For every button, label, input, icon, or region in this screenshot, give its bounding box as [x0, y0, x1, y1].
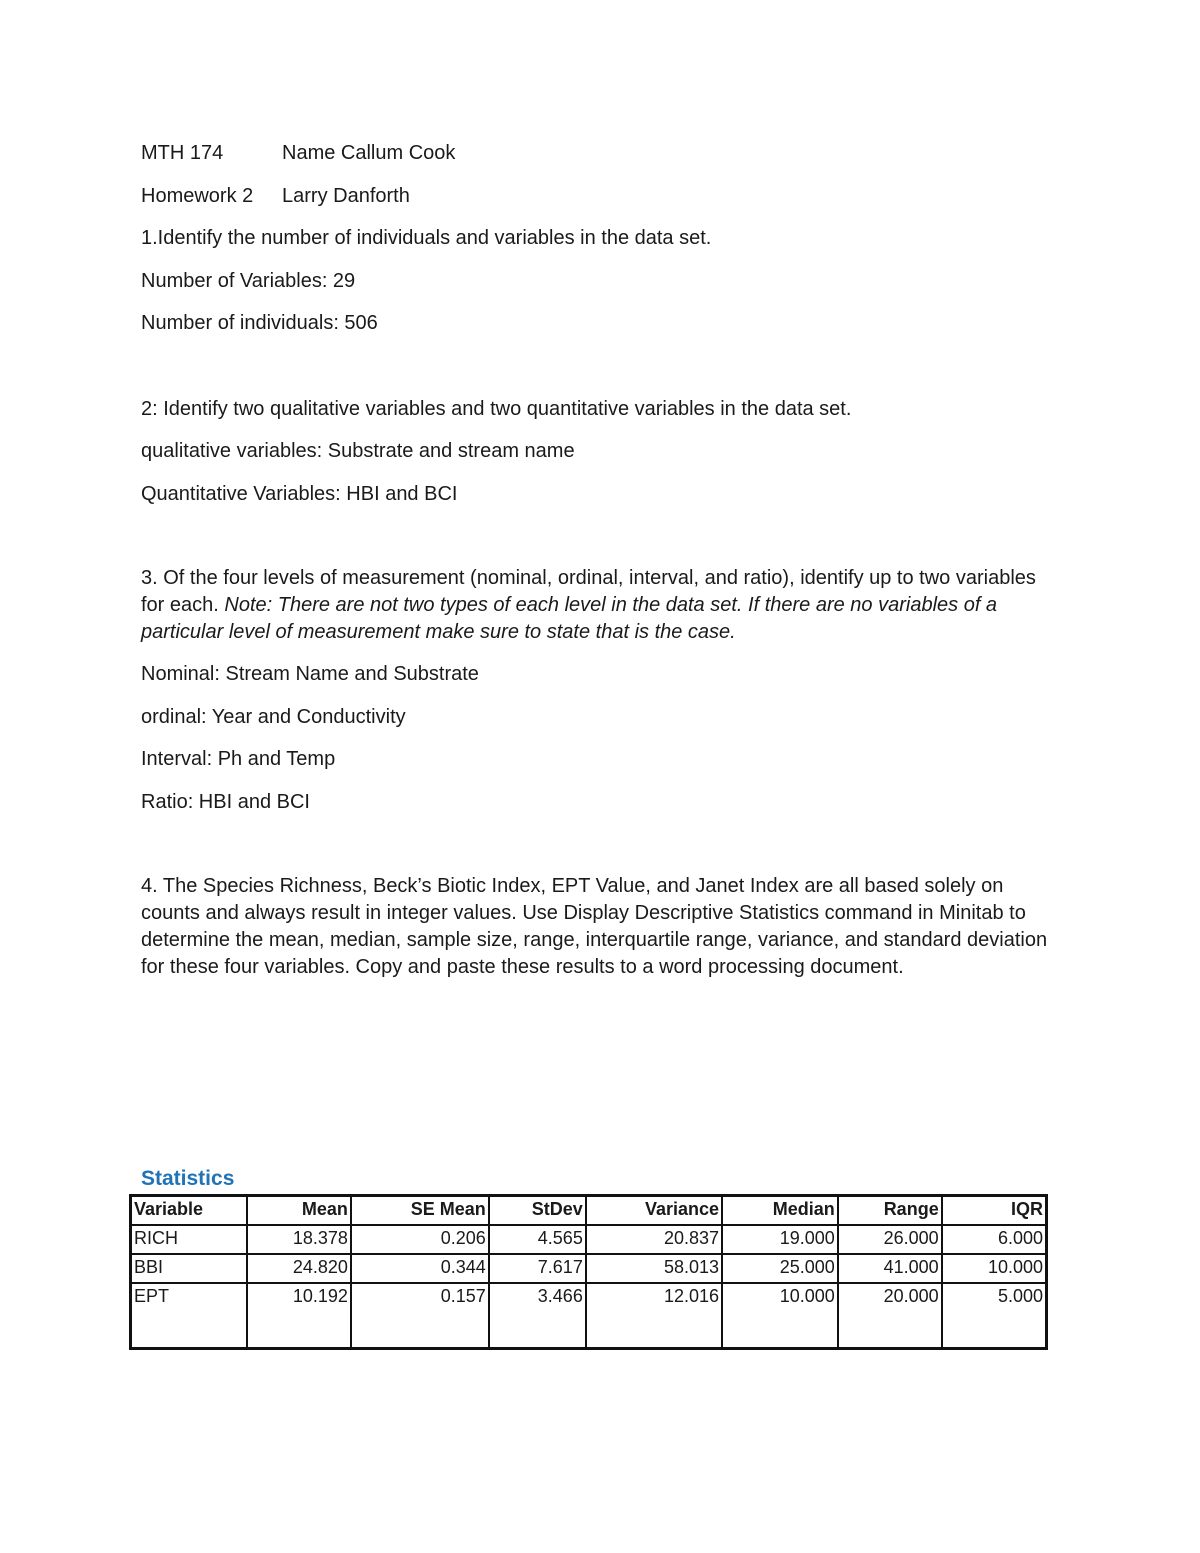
table-cell: 20.000: [838, 1283, 942, 1349]
q3-answer-ratio: Ratio: HBI and BCI: [141, 791, 310, 813]
table-row: [131, 1283, 1047, 1349]
table-cell: 19.000: [722, 1225, 838, 1254]
header-line-2: [141, 183, 410, 210]
table-cell: 25.000: [722, 1254, 838, 1283]
table-row: [131, 1254, 1047, 1283]
table-cell: 5.000: [942, 1283, 1047, 1349]
q3-prompt-text: 3. Of the four levels of measurement (nominal, ordinal, interval, and ratio), identify up to two variables for each.: [141, 567, 1036, 616]
student-name: Name Callum Cook: [282, 142, 456, 164]
q1-answer-variables: Number of Variables: 29: [141, 270, 356, 292]
table-cell: 4.565: [489, 1225, 586, 1254]
q4-prompt: 4. The Species Richness, Beck’s Biotic Index, EPT Value, and Janet Index are all based solely on counts and always result in integer values. Use Display Descriptive Statistics command in Minitab to determine the mean, median, sample size, range, interquartile range, variance, and standard deviation for these four variables. Copy and paste these results to a word processing document.: [141, 875, 1048, 978]
table-cell: 7.617: [489, 1254, 586, 1283]
table-cell: 20.837: [586, 1225, 722, 1254]
table-cell: 41.000: [838, 1254, 942, 1283]
table-cell: 26.000: [838, 1225, 942, 1254]
column-header: Variance: [586, 1196, 722, 1226]
q1-answer-individuals: Number of individuals: 506: [141, 312, 378, 334]
table-cell: 18.378: [247, 1225, 351, 1254]
table-cell: RICH: [131, 1225, 248, 1254]
q2-answer-quantitative: Quantitative Variables: HBI and BCI: [141, 483, 458, 505]
column-header: Median: [722, 1196, 838, 1226]
table-header-row: [131, 1196, 1047, 1226]
q3-prompt: [141, 565, 1061, 646]
table-cell: 24.820: [247, 1254, 351, 1283]
table-cell: 10.000: [722, 1283, 838, 1349]
q3-answer-nominal: Nominal: Stream Name and Substrate: [141, 663, 479, 685]
assignment-title: Homework 2: [141, 185, 254, 207]
table-row: [131, 1225, 1047, 1254]
column-header: Mean: [247, 1196, 351, 1226]
table-cell: 0.206: [351, 1225, 489, 1254]
q1-prompt: 1.Identify the number of individuals and variables in the data set.: [141, 227, 712, 249]
table-cell: EPT: [131, 1283, 248, 1349]
q3-answer-ordinal: ordinal: Year and Conductivity: [141, 706, 406, 728]
table-cell: BBI: [131, 1254, 248, 1283]
statistics-table: [129, 1194, 1048, 1350]
table-cell: 10.000: [942, 1254, 1047, 1283]
table-cell: 58.013: [586, 1254, 722, 1283]
table-cell: 10.192: [247, 1283, 351, 1349]
column-header: Range: [838, 1196, 942, 1226]
table-cell: 6.000: [942, 1225, 1047, 1254]
column-header: Variable: [131, 1196, 248, 1226]
column-header: IQR: [942, 1196, 1047, 1226]
column-header: SE Mean: [351, 1196, 489, 1226]
q3-answer-interval: Interval: Ph and Temp: [141, 748, 336, 770]
partner-name: Larry Danforth: [282, 185, 410, 207]
q2-prompt: 2: Identify two qualitative variables and two quantitative variables in the data set.: [141, 398, 852, 420]
table-cell: 0.157: [351, 1283, 489, 1349]
table-cell: 3.466: [489, 1283, 586, 1349]
course-code: MTH 174: [141, 142, 224, 164]
q3-prompt-note: Note: There are not two types of each level in the data set. If there are no variables of a particular level of measurement make sure to state that is the case.: [141, 594, 998, 643]
column-header: StDev: [489, 1196, 586, 1226]
table-cell: 0.344: [351, 1254, 489, 1283]
q2-answer-qualitative: qualitative variables: Substrate and stream name: [141, 440, 575, 462]
statistics-title: Statistics: [141, 1167, 235, 1190]
table-cell: 12.016: [586, 1283, 722, 1349]
header-line-1: [141, 140, 455, 167]
